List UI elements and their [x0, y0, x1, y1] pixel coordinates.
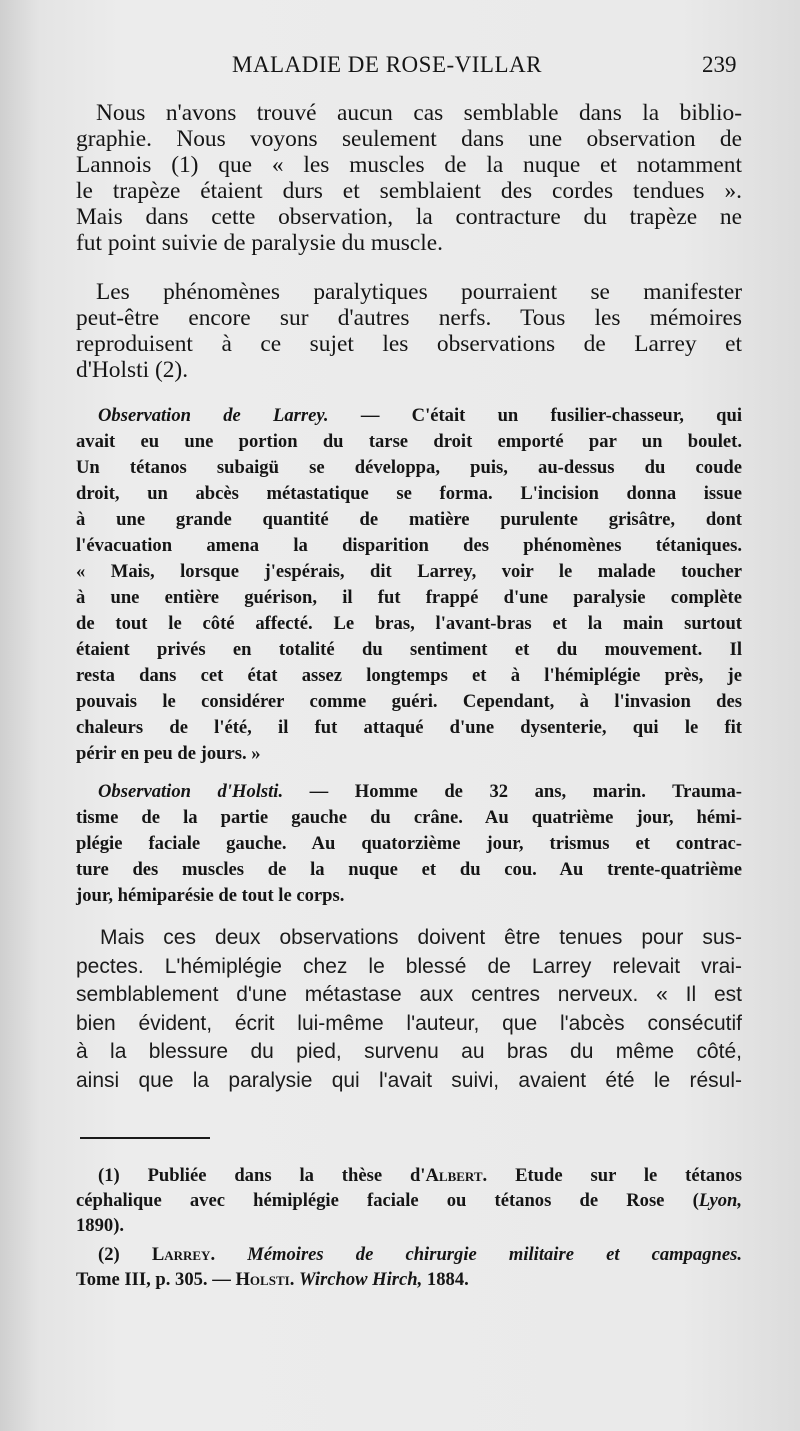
observation-holsti: [76, 779, 742, 909]
text-line: pouvais le considérer comme guéri. Cependant, à l'invasion des: [76, 691, 742, 712]
text-line: [76, 779, 742, 805]
text-line: reproduisent à ce sujet les observations de Larrey et: [76, 331, 742, 357]
text-line: ture des muscles de la nuque et du cou. Au trente-quatrième: [76, 859, 742, 880]
observation-larrey: [76, 403, 742, 767]
text-line: bien évident, écrit lui-même l'auteur, que l'abcès consécutif: [76, 1011, 742, 1035]
text-line: plégie faciale gauche. Au quatorzième jour, trismus et contrac-: [76, 833, 742, 854]
text-line: « Mais, lorsque j'espérais, dit Larrey, voir le malade toucher: [76, 561, 742, 582]
text-line: pectes. L'hémiplégie chez le blessé de Larrey relevait vrai-: [76, 954, 742, 978]
text-fragment: Lyon,: [698, 1190, 742, 1211]
observation-label: Observation d'Holsti.: [98, 781, 284, 802]
text-fragment: (2): [98, 1244, 152, 1265]
paragraph-1: [76, 100, 742, 256]
text-fragment: — C'était un fusilier-chasseur, qui: [360, 405, 742, 426]
observation-label: Observation de Larrey.: [98, 405, 329, 426]
text-line: étaient privés en totalité du sentiment et du mouvement. Il: [76, 639, 742, 660]
text-line: graphie. Nous voyons seulement dans une observation de: [76, 126, 742, 152]
text-line: semblablement d'une métastase aux centres nerveux. « Il est: [76, 983, 742, 1007]
book-title: Wirchow Hirch,: [298, 1269, 423, 1290]
paragraph-2: [76, 279, 742, 383]
page-number: 239: [702, 52, 737, 77]
footnote-1-line: [76, 1163, 742, 1188]
book-title: Mémoires de chirurgie militaire et campagnes.: [247, 1244, 742, 1265]
text-line: tisme de la partie gauche du crâne. Au quatrième jour, hémi-: [76, 807, 742, 828]
text-fragment: .: [289, 1269, 299, 1290]
text-fragment: (1) Publiée dans la thèse d': [98, 1165, 426, 1186]
text-line: Mais dans cette observation, la contracture du trapèze ne: [76, 204, 742, 230]
footnote-1-line: 1890).: [76, 1215, 125, 1236]
text-line: d'Holsti (2).: [76, 357, 189, 383]
text-line: périr en peu de jours. »: [76, 743, 261, 764]
text-line: l'évacuation amena la disparition des phénomènes tétaniques.: [76, 535, 742, 556]
footnote-2-line: [76, 1267, 742, 1292]
text-line: ainsi que la paralysie qui l'avait suivi, avaient été le résul-: [76, 1068, 742, 1092]
text-line: Mais ces deux observations doivent être tenues pour sus-: [100, 926, 742, 949]
text-line: Un tétanos subaigü se développa, puis, au-dessus du coude: [76, 457, 742, 478]
text-line: jour, hémiparésie de tout le corps.: [76, 885, 345, 906]
text-line: resta dans cet état assez longtemps et à l'hémiplégie près, je: [76, 665, 742, 686]
text-line: Lannois (1) que « les muscles de la nuque et notamment: [76, 152, 742, 178]
text-line: fut point suivie de paralysie du muscle.: [76, 230, 444, 256]
text-line: à la blessure du pied, survenu au bras du même côté,: [76, 1040, 742, 1064]
author-name: Larrey: [151, 1244, 211, 1265]
footnote-rule: [80, 1137, 210, 1139]
text-line: avait eu une portion du tarse droit emporté par un boulet.: [76, 431, 742, 452]
text-line: le trapèze étaient durs et semblaient des cordes tendues ».: [76, 178, 742, 204]
footnotes: [76, 1163, 742, 1292]
text-line: peut-être encore sur d'autres nerfs. Tous les mémoires: [76, 305, 742, 331]
text-line: [76, 403, 742, 429]
footnote-1-line: [76, 1188, 742, 1213]
author-name: Albert: [425, 1165, 483, 1186]
text-line: à une grande quantité de matière purulente grisâtre, dont: [76, 509, 742, 530]
page-header: [0, 52, 800, 86]
text-fragment: Tome III, p. 305. —: [76, 1269, 236, 1290]
running-title: MALADIE DE ROSE-VILLAR: [232, 52, 542, 77]
text-line: droit, un abcès métastatique se forma. L'incision donna issue: [76, 483, 742, 504]
text-line: à une entière guérison, il fut frappé d'une paralysie complète: [76, 587, 742, 608]
text-fragment: 1884.: [422, 1269, 469, 1290]
text-line: Les phénomènes paralytiques pourraient se manifester: [96, 279, 742, 305]
paragraph-3: [76, 924, 742, 1096]
text-line: chaleurs de l'été, il fut attaqué d'une dysenterie, qui le fit: [76, 717, 742, 738]
text-fragment: céphalique avec hémiplégie faciale ou tétanos de Rose (: [76, 1190, 699, 1211]
footnote-2-line: [76, 1242, 742, 1267]
text-fragment: .: [210, 1244, 248, 1265]
text-fragment: . Etude sur le tétanos: [482, 1165, 742, 1186]
author-name: Holsti: [235, 1269, 290, 1290]
text-line: Nous n'avons trouvé aucun cas semblable dans la biblio-: [96, 100, 742, 126]
text-fragment: — Homme de 32 ans, marin. Trauma-: [309, 781, 742, 802]
text-line: de tout le côté affecté. Le bras, l'avant-bras et la main surtout: [76, 613, 742, 634]
